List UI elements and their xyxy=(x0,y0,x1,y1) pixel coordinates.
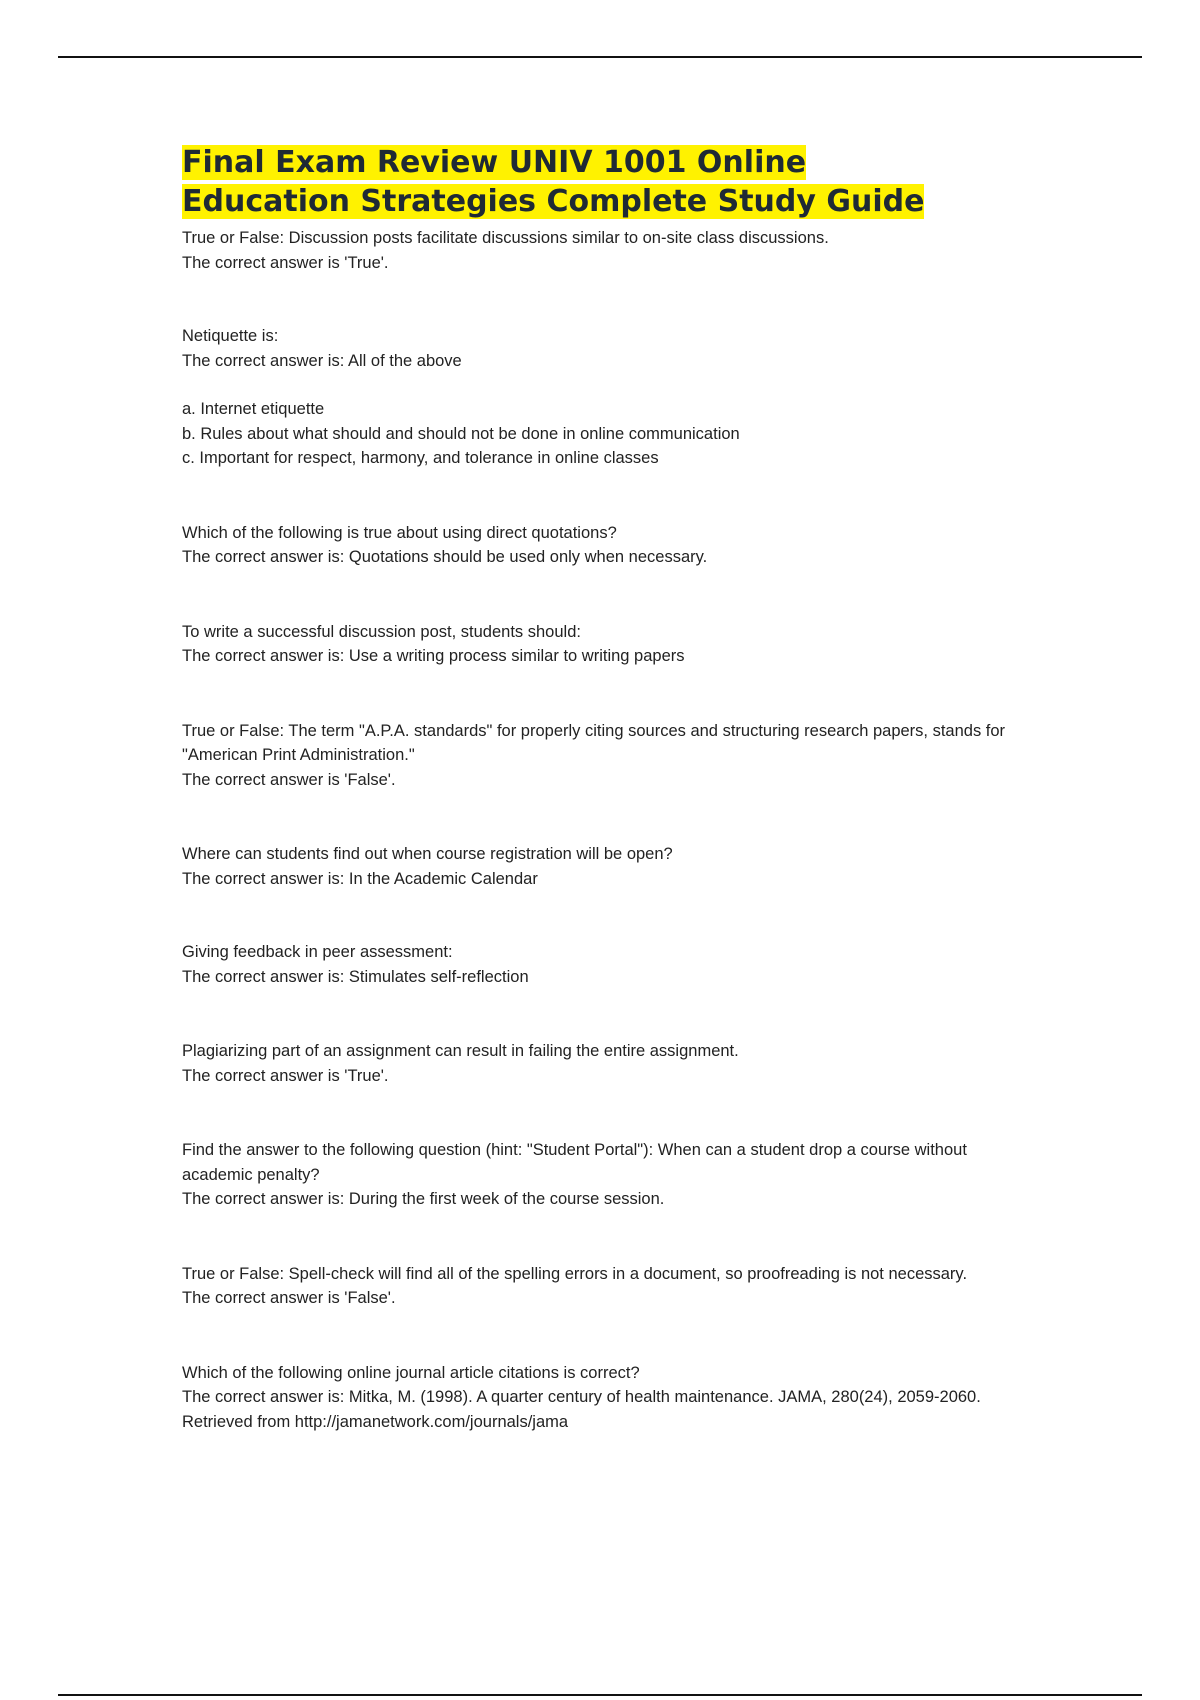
answer-text: The correct answer is: Mitka, M. (1998). A quarter century of health maintenance. JAMA, 280(24), 2059-2060. Retrieved from http://jamanetwork.com/journals/jama xyxy=(182,1388,981,1431)
answer-text: The correct answer is: All of the above xyxy=(182,351,462,370)
qa-item xyxy=(182,842,1042,891)
answer-text: The correct answer is: Use a writing process similar to writing papers xyxy=(182,647,685,665)
answer-text: The correct answer is 'True'. xyxy=(182,1066,389,1085)
qa-item xyxy=(182,324,1042,471)
question-text: To write a successful discussion post, students should: xyxy=(182,622,581,641)
question-text: True or False: Discussion posts facilitate discussions similar to on-site class discussions. xyxy=(182,229,829,247)
title-line-1: Final Exam Review UNIV 1001 Online xyxy=(182,145,807,180)
answer-text: The correct answer is: In the Academic Calendar xyxy=(182,869,538,888)
question-text: Netiquette is: xyxy=(182,327,279,345)
qa-item xyxy=(182,940,1042,989)
question-text: True or False: The term "A.P.A. standards" for properly citing sources and structuring research papers, stands for "American Print Administration." xyxy=(182,721,1006,764)
question-text: Plagiarizing part of an assignment can result in failing the entire assignment. xyxy=(182,1042,739,1060)
option-item: a. Internet etiquette xyxy=(182,400,325,418)
answer-options xyxy=(182,397,1042,471)
qa-item xyxy=(182,620,1042,669)
answer-text: The correct answer is: During the first week of the course session. xyxy=(182,1190,665,1208)
title-line-2: Education Strategies Complete Study Guide xyxy=(182,184,925,219)
answer-text: The correct answer is: Stimulates self-reflection xyxy=(182,967,529,986)
qa-item xyxy=(182,1361,1042,1435)
header-rule xyxy=(58,56,1142,58)
qa-item xyxy=(182,719,1042,793)
qa-item xyxy=(182,226,1042,275)
qa-item xyxy=(182,1262,1042,1311)
qa-list xyxy=(182,226,1042,1434)
qa-item xyxy=(182,521,1042,570)
qa-item xyxy=(182,1138,1042,1212)
qa-item xyxy=(182,1039,1042,1088)
question-text: Where can students find out when course registration will be open? xyxy=(182,845,673,863)
question-text: True or False: Spell-check will find all of the spelling errors in a document, so proofreading is not necessary. xyxy=(182,1264,968,1283)
footer-rule xyxy=(58,1694,1142,1696)
answer-text: The correct answer is 'False'. xyxy=(182,770,396,789)
option-item: b. Rules about what should and should not be done in online communication xyxy=(182,424,740,443)
document-title xyxy=(182,143,1042,221)
answer-text: The correct answer is 'False'. xyxy=(182,1289,396,1307)
question-text: Find the answer to the following question (hint: "Student Portal"): When can a student drop a course without academic penalty? xyxy=(182,1141,967,1184)
answer-text: The correct answer is: Quotations should be used only when necessary. xyxy=(182,548,708,566)
document-body xyxy=(182,143,1042,1434)
question-text: Which of the following is true about using direct quotations? xyxy=(182,523,617,542)
option-item: c. Important for respect, harmony, and tolerance in online classes xyxy=(182,449,659,467)
question-text: Which of the following online journal article citations is correct? xyxy=(182,1363,640,1382)
answer-text: The correct answer is 'True'. xyxy=(182,253,389,272)
question-text: Giving feedback in peer assessment: xyxy=(182,943,453,961)
